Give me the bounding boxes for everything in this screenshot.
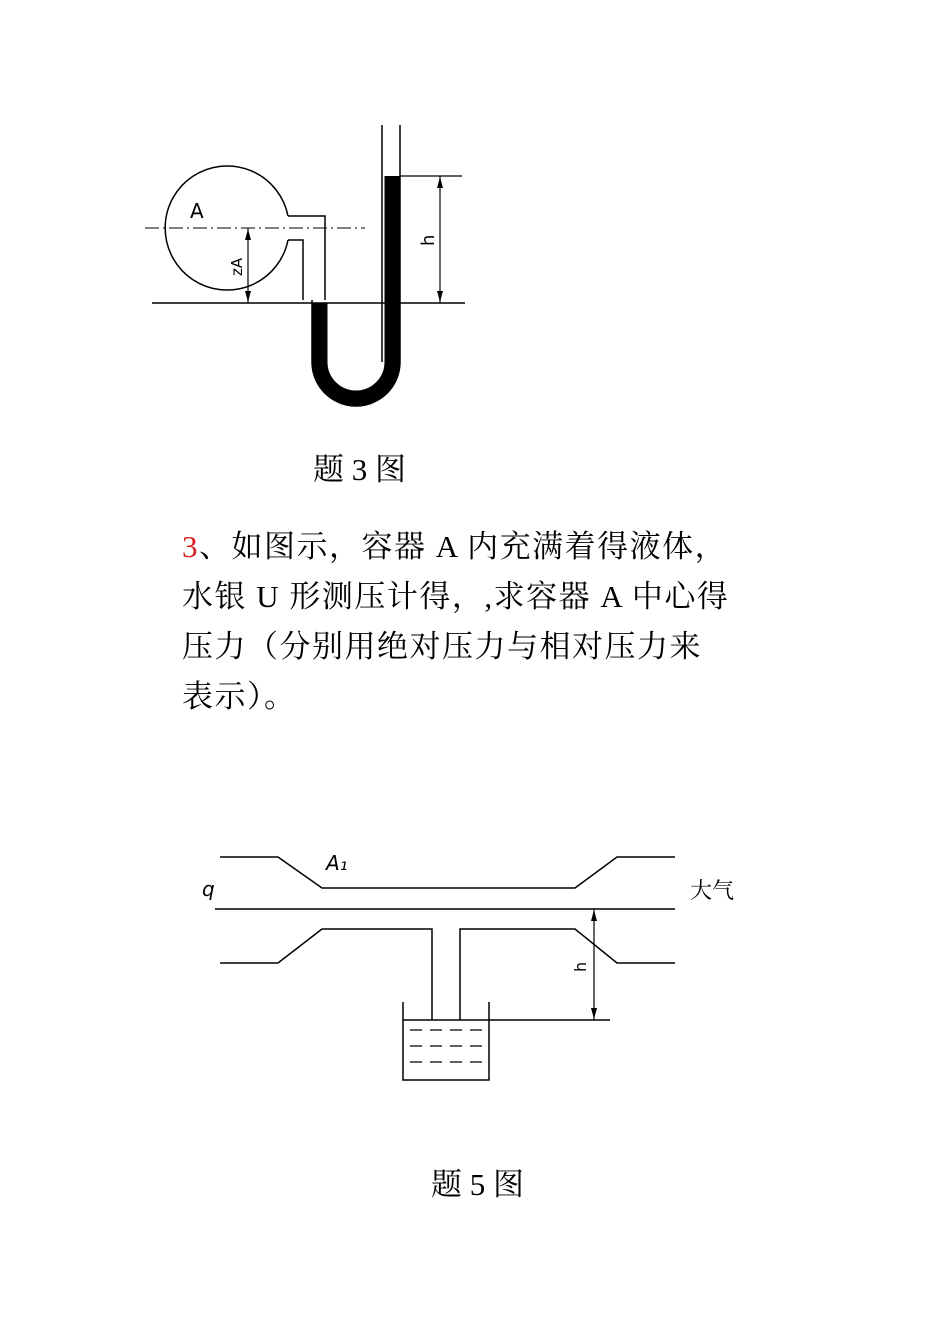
- reservoir-outline: [403, 1002, 489, 1080]
- pipe-upper-wall: [220, 857, 675, 888]
- flow-q-label: q: [202, 877, 215, 901]
- pipe-lower-wall-left: [220, 929, 432, 1020]
- za-label: zA: [228, 257, 246, 276]
- question-3-line-4: 表示）。: [182, 679, 297, 714]
- vessel-label: A: [190, 199, 204, 223]
- h-label-fig3: h: [418, 234, 439, 246]
- question-3-line-1-text: 、如图示，容器 A 内充满着得液体，: [199, 529, 728, 564]
- h5-arrow-top: [591, 910, 597, 921]
- pipe-lower-wall-right: [460, 929, 675, 1020]
- throat-a1-label: A₁: [326, 851, 348, 875]
- figure-5-caption: 题 5 图: [431, 1167, 524, 1202]
- h5-arrow-bottom: [591, 1008, 597, 1019]
- question-3-line-2: 水银 U 形测压计得，,求容器 A 中心得: [182, 579, 730, 614]
- atmosphere-label: 大气: [690, 879, 735, 904]
- figure-3-caption: 题 3 图: [313, 452, 406, 487]
- question-3-line-3: 压力（分别用绝对压力与相对压力来: [182, 629, 702, 664]
- question-number: 3: [182, 529, 199, 564]
- h-label-fig5: h: [571, 961, 590, 972]
